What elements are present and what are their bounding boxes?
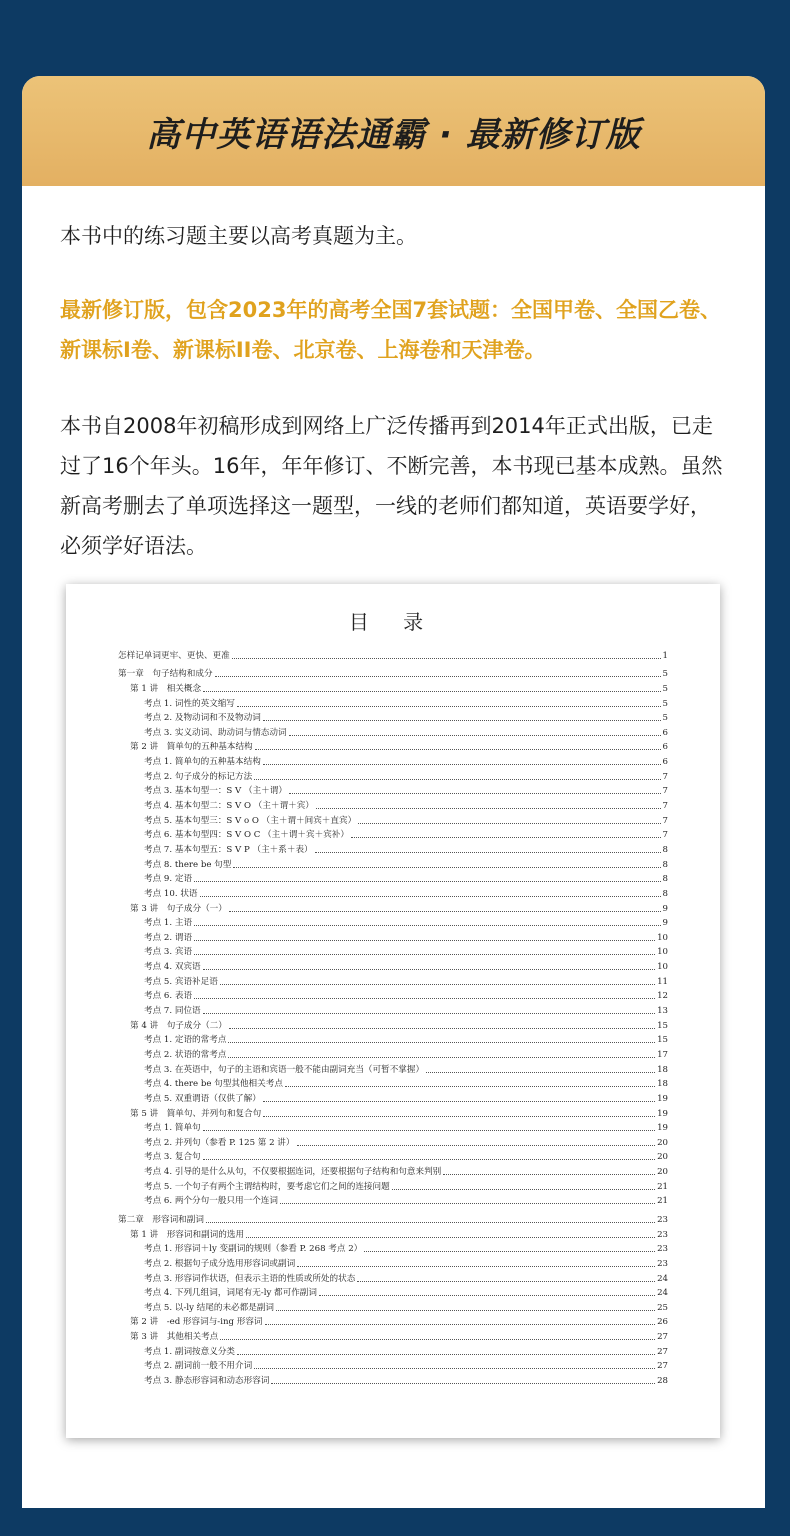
toc-title: 目 录 xyxy=(348,610,438,634)
toc-entry-label: 考点 5. 双重谓语（仅供了解） xyxy=(144,1093,261,1104)
toc-entry-page: 19 xyxy=(657,1123,668,1134)
toc-entry-page: 5 xyxy=(662,683,668,694)
toc-entry-label: 考点 1. 副词按意义分类 xyxy=(144,1346,236,1357)
toc-leader-dots xyxy=(228,1041,655,1043)
toc-entry-page: 8 xyxy=(662,888,668,899)
toc-entry-label: 考点 5. 以-ly 结尾的未必都是副词 xyxy=(144,1302,275,1313)
toc-entry-page: 26 xyxy=(657,1317,668,1328)
toc-entry-label: 考点 4. 下列几组词，词尾有无-ly 都可作副词 xyxy=(144,1288,317,1299)
toc-leader-dots xyxy=(265,1323,656,1325)
banner-title: 高中英语语法通霸 · 最新修订版 xyxy=(146,114,641,155)
toc-leader-dots xyxy=(203,1158,655,1160)
toc-entry-label: 考点 3. 静态形容词和动态形容词 xyxy=(144,1376,270,1387)
toc-leader-dots xyxy=(297,1144,656,1146)
toc-leader-dots xyxy=(351,836,661,838)
toc-entry-label: 考点 3. 实义动词、助动词与情态动词 xyxy=(144,727,287,738)
toc-entry xyxy=(118,1313,668,1328)
toc-entry-page: 6 xyxy=(662,742,668,753)
toc-entry-label: 考点 8. there be 句型 xyxy=(144,859,232,870)
toc-entry xyxy=(118,767,668,782)
toc-entry-page: 11 xyxy=(657,976,668,987)
toc-entry-label: 考点 10. 状语 xyxy=(144,888,198,899)
toc-entry-label: 第 1 讲 形容词和副词的选用 xyxy=(130,1229,245,1240)
toc-entry-label: 考点 2. 副词前一般不用介词 xyxy=(144,1361,253,1372)
toc-entry-page: 20 xyxy=(657,1167,668,1178)
toc-entry-page: 10 xyxy=(657,932,668,943)
toc-entry xyxy=(118,840,668,855)
toc-entry-page: 9 xyxy=(662,903,668,914)
toc-entry-label: 考点 6. 表语 xyxy=(144,991,193,1002)
toc-entry-label: 第 3 讲 句子成分（一） xyxy=(130,903,227,914)
toc-entry-label: 第 1 讲 相关概念 xyxy=(130,683,202,694)
toc-entry xyxy=(118,1133,668,1148)
toc-entry-label: 考点 4. there be 句型其他相关考点 xyxy=(144,1079,283,1090)
toc-leader-dots xyxy=(443,1173,655,1175)
toc-entry xyxy=(118,1075,668,1090)
toc-leader-dots xyxy=(194,880,660,882)
toc-entry xyxy=(118,972,668,987)
toc-entry xyxy=(118,914,668,929)
toc-leader-dots xyxy=(297,1265,655,1267)
toc-entry-label: 考点 3. 复合句 xyxy=(144,1152,201,1163)
toc-entry-page: 27 xyxy=(657,1361,668,1372)
toc-leader-dots xyxy=(229,1027,655,1029)
toc-leader-dots xyxy=(254,1367,655,1369)
toc-entry xyxy=(118,723,668,738)
toc-leader-dots xyxy=(228,1056,655,1058)
toc-entry xyxy=(118,1240,668,1255)
toc-entry xyxy=(118,1045,668,1060)
toc-entry xyxy=(118,884,668,899)
toc-entry-page: 5 xyxy=(662,669,668,680)
toc-entry-page: 5 xyxy=(662,713,668,724)
toc-leader-dots xyxy=(285,1085,655,1087)
toc-entry xyxy=(118,1254,668,1269)
toc-leader-dots xyxy=(203,1012,655,1014)
toc-leader-dots xyxy=(316,807,661,809)
toc-entry xyxy=(118,1001,668,1016)
toc-entry xyxy=(118,738,668,753)
toc-leader-dots xyxy=(263,763,661,765)
toc-leader-dots xyxy=(392,1188,655,1190)
toc-entry-page: 10 xyxy=(657,962,668,973)
toc-entry xyxy=(118,870,668,885)
toc-entry-label: 考点 2. 谓语 xyxy=(144,932,193,943)
toc-leader-dots xyxy=(237,705,661,707)
toc-leader-dots xyxy=(263,1115,655,1117)
intro-paragraph-2: 本书自2008年初稿形成到网络上广泛传播再到2014年正式出版，已走过了16个年头。16年，年年修订、不断完善，本书现已基本成熟。虽然新高考删去了单项选择这一题型，一线的老师们都知道，英语要学好，必须学好语法。 xyxy=(60,414,723,558)
toc-entry-page: 23 xyxy=(657,1214,668,1225)
toc-entry-label: 考点 5. 宾语补足语 xyxy=(144,976,218,987)
toc-entry-label: 怎样记单词更牢、更快、更准 xyxy=(118,650,230,661)
toc-entry-page: 21 xyxy=(657,1181,668,1192)
promo-card xyxy=(22,76,765,1508)
toc-entry-page: 8 xyxy=(662,844,668,855)
toc-entry-page: 19 xyxy=(657,1093,668,1104)
toc-entry-label: 考点 1. 简单句的五种基本结构 xyxy=(144,757,261,768)
toc-entry-label: 第 2 讲 简单句的五种基本结构 xyxy=(130,742,253,753)
toc-entry-page: 23 xyxy=(657,1229,668,1240)
toc-entry xyxy=(118,752,668,767)
toc-entry xyxy=(118,899,668,914)
toc-entry-label: 考点 7. 同位语 xyxy=(144,1006,201,1017)
toc-leader-dots xyxy=(237,1353,655,1355)
toc-entry-label: 考点 3. 宾语 xyxy=(144,947,193,958)
toc-entry-page: 6 xyxy=(662,757,668,768)
toc-leader-dots xyxy=(289,792,661,794)
toc-entry-label: 第 2 讲 -ed 形容词与-ing 形容词 xyxy=(130,1317,263,1328)
toc-entry xyxy=(118,1357,668,1372)
toc-entry-label: 考点 6. 两个分句一般只用一个连词 xyxy=(144,1196,278,1207)
toc-entry-page: 8 xyxy=(662,874,668,885)
toc-leader-dots xyxy=(194,924,660,926)
toc-leader-dots xyxy=(364,1250,655,1252)
toc-leader-dots xyxy=(194,939,655,941)
toc-entry-label: 考点 1. 简单句 xyxy=(144,1123,201,1134)
toc-entry xyxy=(118,709,668,724)
toc-entry xyxy=(118,1104,668,1119)
toc-entry-label: 第二章 形容词和副词 xyxy=(118,1214,204,1225)
toc-entry xyxy=(118,1148,668,1163)
toc-entry xyxy=(118,928,668,943)
toc-entry-label: 第 5 讲 简单句、并列句和复合句 xyxy=(130,1108,262,1119)
toc-entry xyxy=(118,1177,668,1192)
toc-leader-dots xyxy=(194,997,655,999)
toc-leader-dots xyxy=(229,910,661,912)
toc-entry xyxy=(118,1371,668,1386)
toc-leader-dots xyxy=(215,675,661,677)
toc-leader-dots xyxy=(203,1129,655,1131)
toc-entry-page: 7 xyxy=(662,801,668,812)
toc-entry-label: 第一章 句子结构和成分 xyxy=(118,669,213,680)
toc-entry xyxy=(118,679,668,694)
toc-leader-dots xyxy=(357,1280,655,1282)
toc-entry-label: 考点 1. 形容词＋ly 变副词的规则（参看 P. 268 考点 2） xyxy=(144,1244,363,1255)
toc-entry-page: 18 xyxy=(657,1064,668,1075)
toc-entry-page: 7 xyxy=(662,815,668,826)
toc-entry xyxy=(118,1089,668,1104)
toc-entry xyxy=(118,1192,668,1207)
toc-entry xyxy=(118,1162,668,1177)
toc-entry-label: 考点 7. 基本句型五：S V P （主＋系＋表） xyxy=(144,844,313,855)
toc-leader-dots xyxy=(280,1202,655,1204)
toc-entry-page: 7 xyxy=(662,830,668,841)
toc-leader-dots xyxy=(289,734,661,736)
toc-entry-page: 21 xyxy=(657,1196,668,1207)
toc-entry-label: 考点 9. 定语 xyxy=(144,874,193,885)
toc-entry-page: 27 xyxy=(657,1332,668,1343)
toc-entry-label: 考点 3. 基本句型一：S V （主＋谓） xyxy=(144,786,287,797)
toc-entry-page: 18 xyxy=(657,1079,668,1090)
toc-entry-page: 20 xyxy=(657,1137,668,1148)
toc-entry-page: 23 xyxy=(657,1244,668,1255)
toc-entry-page: 25 xyxy=(657,1302,668,1313)
toc-entry-label: 考点 4. 双宾语 xyxy=(144,962,201,973)
toc-entry xyxy=(118,811,668,826)
toc-leader-dots xyxy=(220,983,655,985)
toc-entry xyxy=(118,646,668,661)
toc-entry xyxy=(118,1269,668,1284)
toc-entry-page: 27 xyxy=(657,1346,668,1357)
toc-entry-label: 第 3 讲 其他相关考点 xyxy=(130,1332,219,1343)
toc-entry-label: 考点 2. 并列句（参看 P. 125 第 2 讲） xyxy=(144,1137,295,1148)
toc-list xyxy=(118,646,668,1386)
toc-entry-page: 23 xyxy=(657,1258,668,1269)
toc-leader-dots xyxy=(206,1221,655,1223)
toc-entry-page: 20 xyxy=(657,1152,668,1163)
toc-entry-label: 第 4 讲 句子成分（二） xyxy=(130,1020,227,1031)
toc-leader-dots xyxy=(233,866,660,868)
toc-leader-dots xyxy=(203,690,660,692)
toc-leader-dots xyxy=(426,1071,655,1073)
toc-entry-page: 9 xyxy=(662,918,668,929)
toc-entry-label: 考点 1. 词性的英文缩写 xyxy=(144,698,236,709)
toc-entry-label: 考点 2. 及物动词和不及物动词 xyxy=(144,713,261,724)
toc-entry-page: 24 xyxy=(657,1273,668,1284)
toc-entry-page: 7 xyxy=(662,786,668,797)
toc-page-image xyxy=(66,584,720,1438)
toc-entry-label: 考点 5. 基本句型三：S V o O （主＋谓＋间宾＋直宾） xyxy=(144,815,357,826)
toc-entry-label: 考点 2. 句子成分的标记方法 xyxy=(144,771,253,782)
toc-entry-label: 考点 1. 主语 xyxy=(144,918,193,929)
toc-entry-page: 28 xyxy=(657,1376,668,1387)
toc-entry-page: 24 xyxy=(657,1288,668,1299)
toc-entry xyxy=(118,826,668,841)
toc-entry-page: 1 xyxy=(662,650,668,661)
toc-entry-page: 5 xyxy=(662,698,668,709)
toc-entry-page: 6 xyxy=(662,727,668,738)
toc-entry xyxy=(118,782,668,797)
toc-leader-dots xyxy=(255,748,661,750)
toc-leader-dots xyxy=(319,1294,655,1296)
toc-entry-page: 8 xyxy=(662,859,668,870)
toc-entry xyxy=(118,1327,668,1342)
toc-entry-label: 考点 3. 形容词作状语，但表示主语的性质或所处的状态 xyxy=(144,1273,356,1284)
toc-entry-label: 考点 2. 根据句子成分选用形容词或副词 xyxy=(144,1258,296,1269)
toc-entry-page: 7 xyxy=(662,771,668,782)
toc-entry xyxy=(118,987,668,1002)
toc-leader-dots xyxy=(271,1382,655,1384)
toc-entry-page: 15 xyxy=(657,1020,668,1031)
toc-entry xyxy=(118,694,668,709)
toc-entry-label: 考点 5. 一个句子有两个主谓结构时，要考虑它们之间的连接问题 xyxy=(144,1181,390,1192)
toc-leader-dots xyxy=(194,953,655,955)
toc-entry xyxy=(118,855,668,870)
toc-leader-dots xyxy=(232,657,661,659)
toc-entry-page: 12 xyxy=(657,991,668,1002)
toc-entry xyxy=(118,796,668,811)
toc-entry-label: 考点 2. 状语的常考点 xyxy=(144,1049,227,1060)
toc-entry-page: 17 xyxy=(657,1049,668,1060)
toc-leader-dots xyxy=(246,1236,655,1238)
toc-entry xyxy=(118,943,668,958)
toc-leader-dots xyxy=(220,1338,655,1340)
intro-paragraph-1: 本书中的练习题主要以高考真题为主。 xyxy=(60,224,417,248)
toc-entry xyxy=(118,1031,668,1046)
toc-entry-page: 10 xyxy=(657,947,668,958)
edition-highlight: 最新修订版，包含2023年的高考全国7套试题：全国甲卷、全国乙卷、新课标I卷、新课标II卷、北京卷、上海卷和天津卷。 xyxy=(60,298,722,362)
toc-leader-dots xyxy=(276,1309,655,1311)
toc-leader-dots xyxy=(254,778,660,780)
toc-entry xyxy=(118,1119,668,1134)
toc-leader-dots xyxy=(358,822,660,824)
toc-entry xyxy=(118,665,668,680)
toc-entry xyxy=(118,1016,668,1031)
toc-leader-dots xyxy=(203,968,655,970)
toc-entry-page: 15 xyxy=(657,1035,668,1046)
toc-leader-dots xyxy=(263,1100,655,1102)
toc-entry-page: 19 xyxy=(657,1108,668,1119)
toc-entry xyxy=(118,957,668,972)
toc-leader-dots xyxy=(263,719,661,721)
toc-entry-label: 考点 4. 基本句型二：S V O （主＋谓＋宾） xyxy=(144,801,314,812)
toc-entry xyxy=(118,1225,668,1240)
toc-entry xyxy=(118,1060,668,1075)
toc-leader-dots xyxy=(200,895,661,897)
toc-entry xyxy=(118,1298,668,1313)
toc-entry-label: 考点 4. 引导的是什么从句，不仅要根据连词，还要根据句子结构和句意来判别 xyxy=(144,1167,442,1178)
toc-entry xyxy=(118,1284,668,1299)
toc-entry xyxy=(118,1342,668,1357)
toc-entry-label: 考点 6. 基本句型四：S V O C （主＋谓＋宾＋宾补） xyxy=(144,830,349,841)
toc-entry-label: 考点 1. 定语的常考点 xyxy=(144,1035,227,1046)
toc-entry xyxy=(118,1210,668,1225)
toc-leader-dots xyxy=(315,851,661,853)
toc-entry-label: 考点 3. 在英语中，句子的主语和宾语一般不能由副词充当（可暂不掌握） xyxy=(144,1064,425,1075)
title-banner xyxy=(22,76,765,186)
toc-entry-page: 13 xyxy=(657,1006,668,1017)
